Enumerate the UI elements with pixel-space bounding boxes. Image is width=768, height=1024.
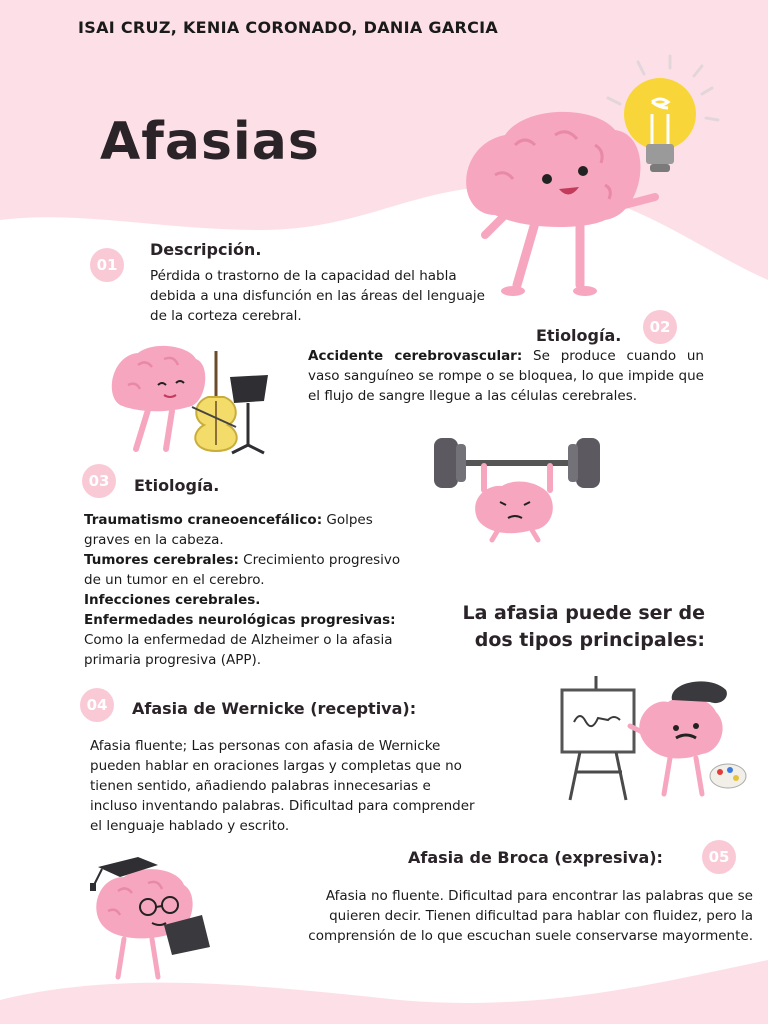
graduate-brain-illustration [88,855,218,983]
section-number-04: 04 [80,688,114,722]
palette-icon [710,764,746,788]
etiologia-heading-03: Etiología. [134,476,220,495]
wernicke-heading: Afasia de Wernicke (receptiva): [132,699,417,718]
etiologia-item-4: Enfermedades neurológicas progresivas: Como la enfermedad de Alzheimer o la afasia primaria progresiva (APP). [84,612,396,668]
descripcion-heading: Descripción. [150,240,262,259]
etiologia-list-03 [84,510,414,670]
descripcion-text: Pérdida o trastorno de la capacidad del habla debida a una disfunción en las áreas del lenguaje de la corteza cerebral. [150,268,485,324]
section-number-03: 03 [82,464,116,498]
cello-brain-illustration [108,345,278,455]
etiologia-desc-02: Se produce cuando un vaso sanguíneo se rompe o se bloquea, lo que impide que el flujo de sangre llegue a las células cerebrales. [308,348,704,404]
section-number-02: 02 [643,310,677,344]
broca-text: Afasia no fluente. Dificultad para encontrar las palabras que se quieren decir. Tienen dificultad para hablar con fluidez, pero la comprensión de lo que escuchan suele conservarse mayormente. [308,888,753,944]
broca-heading: Afasia de Broca (expresiva): [408,848,663,867]
etiologia-item-3: Infecciones cerebrales. [84,592,261,608]
page-title: Afasias [100,112,320,172]
section-number-01: 01 [90,248,124,282]
barbell-icon [432,430,602,545]
section-number-05: 05 [702,840,736,874]
tipos-callout: La afasia puede ser de dos tipos principales: [462,602,705,651]
easel-icon [560,672,750,802]
brain-mascot-icon [455,105,675,300]
etiologia-term-02: Accidente cerebrovascular: [308,348,523,364]
etiologia-item-1: Traumatismo craneoencefálico: Golpes graves en la cabeza. [84,512,373,548]
etiologia-heading-02: Etiología. [536,326,622,345]
beret-icon [672,681,727,703]
etiologia-item-2: Tumores cerebrales: Crecimiento progresivo de un tumor en el cerebro. [84,552,401,588]
authors: ISAI CRUZ, KENIA CORONADO, DANIA GARCIA [78,18,499,37]
wernicke-text: Afasia fluente; Las personas con afasia de Wernicke pueden hablar en oraciones largas y completas que no tienen sentido, añadiendo palabras innecesarias e incluso inventando palabras. Dificultad para comprender el lenguaje hablado y escrito. [90,738,475,834]
etiologia-text-02 [308,346,704,406]
